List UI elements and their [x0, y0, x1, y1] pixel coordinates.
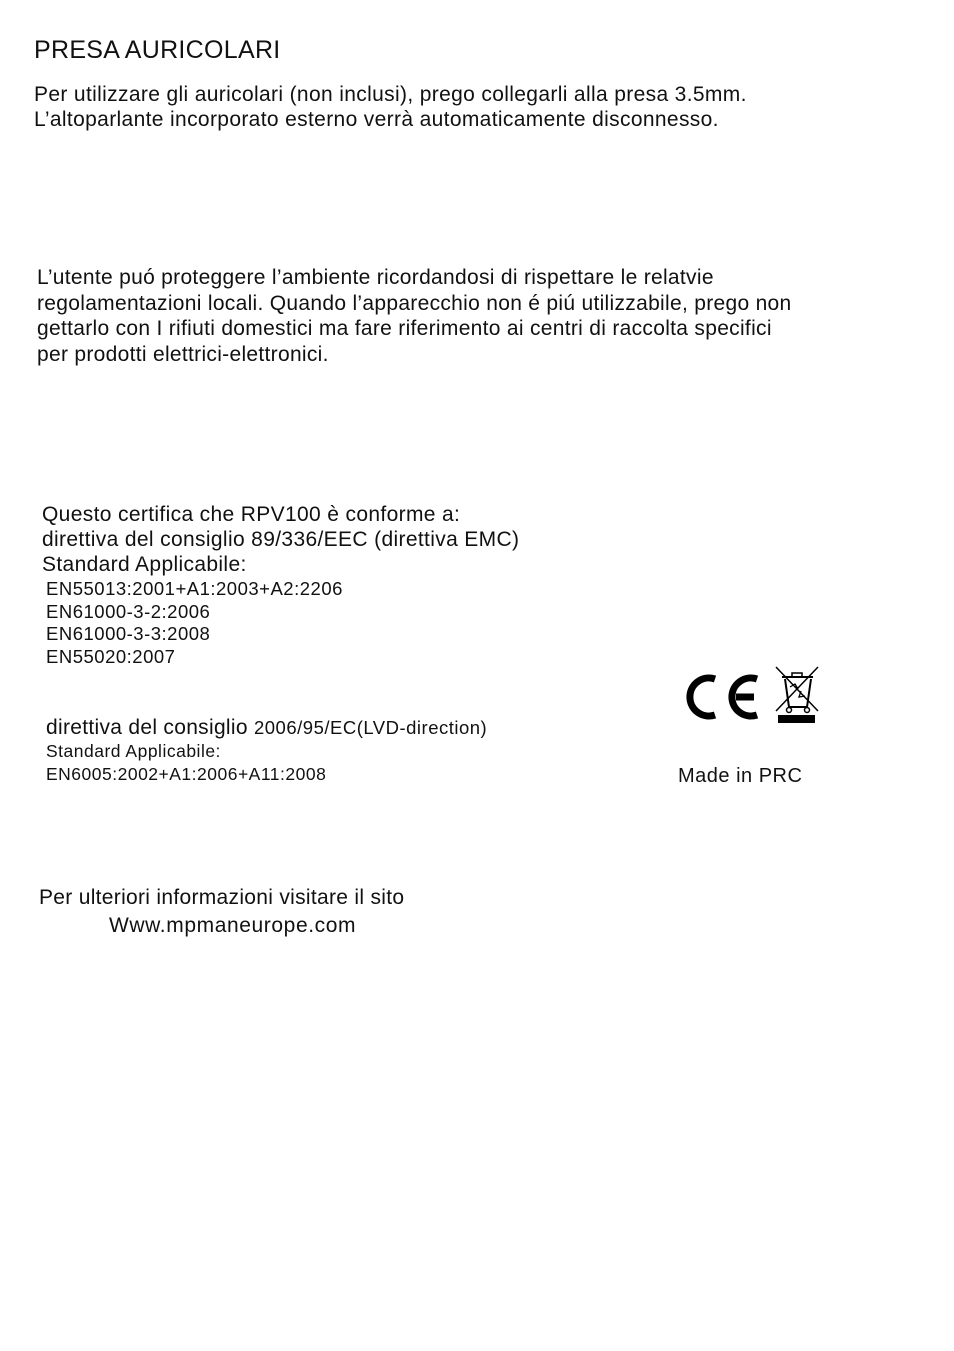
- lvd-reference: 2006/95/EC(LVD-direction): [253, 717, 488, 738]
- paragraph-line: per prodotti elettrici-elettronici.: [37, 342, 329, 366]
- certification-line: Standard Applicabile:: [42, 553, 247, 576]
- paragraph-line: L’altoparlante incorporato esterno verrà automaticamente disconnesso.: [34, 108, 719, 131]
- standard-item: EN6005:2002+A1:2006+A11:2008: [46, 764, 327, 784]
- standard-item: EN55020:2007: [46, 645, 176, 667]
- website-link[interactable]: Www.mpmaneurope.com: [109, 914, 357, 937]
- environment-paragraph: [37, 265, 792, 367]
- headphone-paragraph: [34, 82, 747, 132]
- lvd-prefix: direttiva del consiglio: [46, 716, 254, 739]
- weee-crossed-bin-icon: [776, 667, 818, 723]
- standard-item: EN61000-3-3:2008: [46, 623, 211, 644]
- origin-label: Made in PRC: [678, 765, 803, 787]
- certification-line: direttiva del consiglio 89/336/EEC (direttiva EMC): [42, 528, 520, 551]
- paragraph-line: gettarlo con I rifiuti domestici ma fare riferimento ai centri di raccolta specifici: [37, 317, 772, 340]
- paragraph-line: Per utilizzare gli auricolari (non inclusi), prego collegarli alla presa 3.5mm.: [34, 83, 747, 106]
- ce-mark-icon: [690, 678, 757, 716]
- emc-standards-list: [46, 578, 343, 668]
- paragraph-line: regolamentazioni locali. Quando l’apparecchio non é piú utilizzabile, prego non: [37, 291, 792, 315]
- compliance-marks-svg: [686, 664, 826, 728]
- compliance-marks: [686, 664, 826, 728]
- lvd-directive: [46, 716, 487, 740]
- standard-item: EN61000-3-2:2006: [46, 600, 211, 622]
- more-info-label: Per ulteriori informazioni visitare il sito: [39, 886, 405, 909]
- section-title: PRESA AURICOLARI: [34, 36, 281, 64]
- certification-line: Questo certifica che RPV100 è conforme a:: [42, 503, 461, 526]
- standard-item: EN55013:2001+A1:2003+A2:2206: [46, 578, 343, 599]
- paragraph-line: L’utente puó proteggere l’ambiente ricordandosi di rispettare le relatvie: [37, 266, 714, 289]
- lvd-standard-label: Standard Applicabile:: [46, 741, 221, 761]
- certification-statement: [42, 502, 519, 577]
- lvd-standards: [46, 740, 326, 786]
